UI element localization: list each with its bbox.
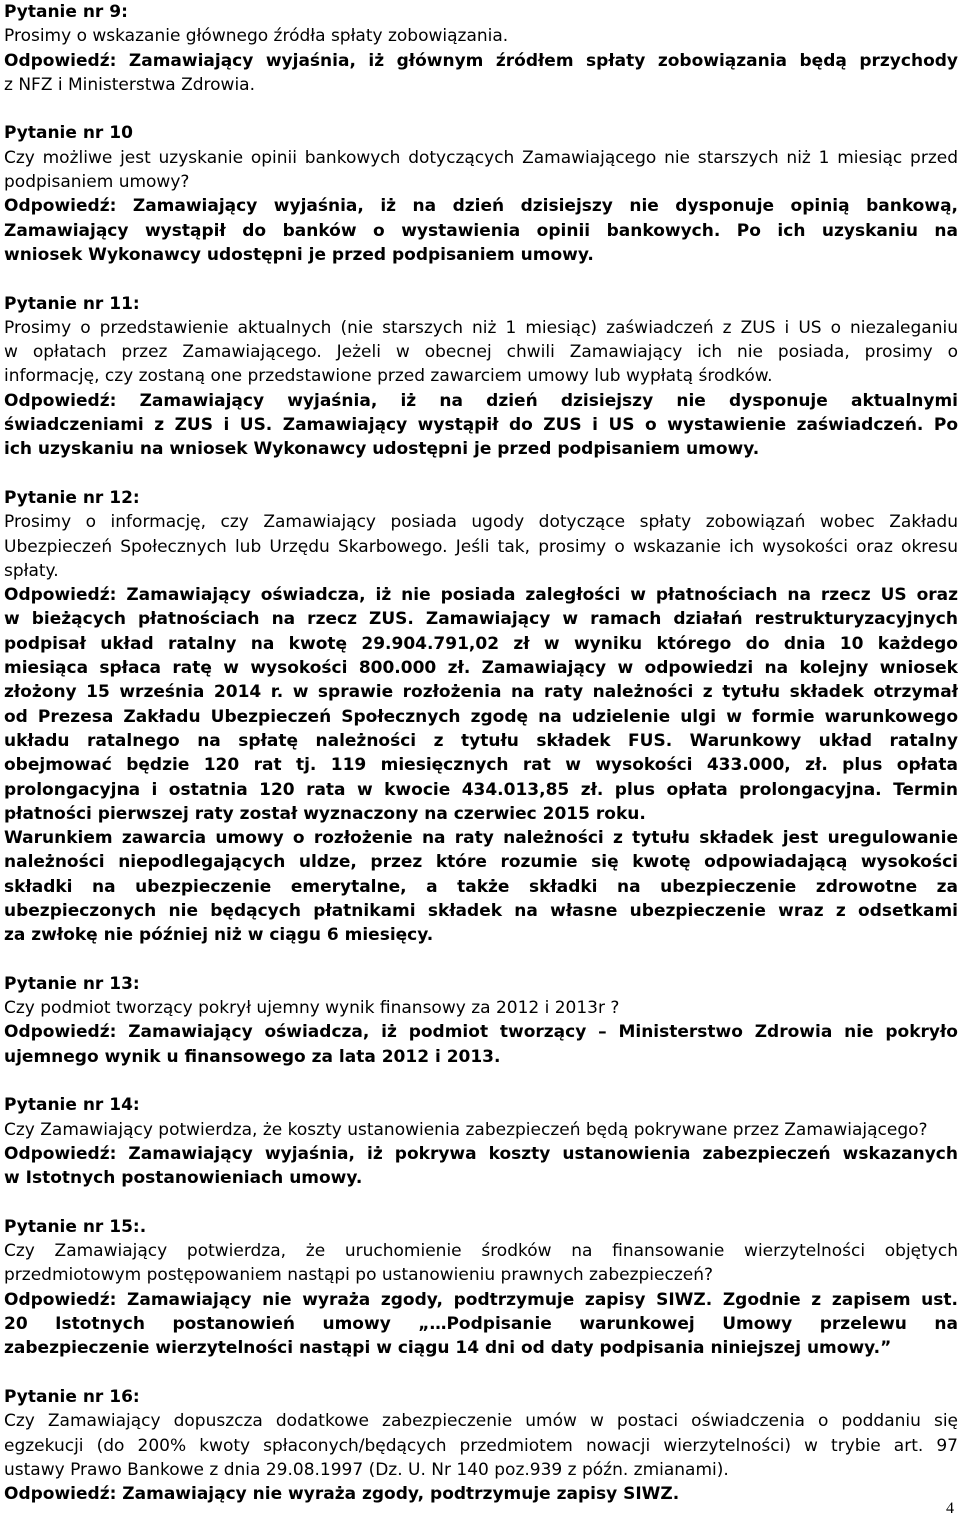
section-spacer <box>4 948 958 972</box>
question-line: Czy Zamawiający potwierdza, że koszty ustanowienia zabezpieczeń będą pokrywane przez Zamawiającego? <box>4 1119 928 1140</box>
answer-line: prolongacyjna i ostatnia 120 rata w kwocie 434.013,85 zł. plus opłata prolongacyjna. Termin <box>4 779 958 800</box>
question-section <box>4 972 958 1069</box>
answer-line: Zamawiający wystąpił do banków o wystawienia opinii bankowych. Po ich uzyskaniu na <box>4 220 958 241</box>
answer-line: Odpowiedź: Zamawiający oświadcza, iż nie posiada zaległości w płatnościach na rzecz US oraz <box>4 585 958 606</box>
question-line: Czy Zamawiający dopuszcza dodatkowe zabezpieczenie umów w postaci oświadczenia o poddaniu się <box>4 1411 958 1432</box>
question-section <box>4 1385 958 1506</box>
answer-line: Odpowiedź: Zamawiający wyjaśnia, iż na dzień dzisiejszy nie dysponuje opinią bankową, <box>4 196 958 217</box>
question-line: Czy Zamawiający potwierdza, że uruchomienie środków na finansowanie wierzytelności objętych <box>4 1241 958 1262</box>
document-page <box>4 0 958 1506</box>
section-spacer <box>4 97 958 121</box>
answer-line: świadczeniami z ZUS i US. Zamawiający wystąpił do ZUS i US o wystawienie zaświadczeń. Po <box>4 415 958 436</box>
answer-line: 20 Istotnych postanowień umowy „…Podpisanie warunkowej Umowy przelewu na <box>4 1314 958 1335</box>
answer-line: Odpowiedź: Zamawiający wyjaśnia, iż na dzień dzisiejszy nie dysponuje aktualnymi <box>4 390 958 411</box>
question-line: egzekucji (do 200% kwoty spłaconych/będących przedmiotem nowacji wierzytelności) w trybie art. 97 <box>4 1435 958 1456</box>
answer-line: Odpowiedź: Zamawiający nie wyraża zgody, podtrzymuje zapisy SIWZ. <box>4 1484 680 1505</box>
answer-line: wniosek Wykonawcy udostępni je przed podpisaniem umowy. <box>4 244 594 265</box>
answer-line: za zwłokę nie później niż w ciągu 6 miesięcy. <box>4 925 434 946</box>
question-title: Pytanie nr 13: <box>4 973 140 994</box>
answer-line: podpisał układ ratalny na kwotę 29.904.791,02 zł w wyniku którego do dnia 10 każdego <box>4 633 958 654</box>
question-line: w opłatach przez Zamawiającego. Jeżeli w obecnej chwili Zamawiający ich nie posiada, prosimy o <box>4 342 958 363</box>
question-title: Pytanie nr 14: <box>4 1095 140 1116</box>
answer-line: płatności pierwszej raty został wyznaczony na czerwiec 2015 roku. <box>4 803 646 824</box>
answer-line: należności niepodlegających uldze, przez które rozumie się kwotę odpowiadającą wysokości <box>4 852 958 873</box>
answer-line: w bieżących płatnościach na rzecz ZUS. Zamawiający w ramach działań restrukturyzacyjnych <box>4 609 958 630</box>
question-line: podpisaniem umowy? <box>4 172 190 193</box>
question-section <box>4 0 958 97</box>
page-number: 4 <box>946 1500 954 1517</box>
answer-line: zabezpieczenie wierzytelności nastąpi w ciągu 14 dni od daty podpisania niniejszej umowy.” <box>4 1338 892 1359</box>
question-title: Pytanie nr 15:. <box>4 1216 147 1237</box>
question-line: Czy podmiot tworzący pokrył ujemny wynik finansowy za 2012 i 2013r ? <box>4 998 620 1019</box>
answer-line: w Istotnych postanowieniach umowy. <box>4 1168 363 1189</box>
answer-line: Odpowiedź: Zamawiający nie wyraża zgody, podtrzymuje zapisy SIWZ. Zgodnie z zapisem ust. <box>4 1289 958 1310</box>
answer-line: układu ratalnego na spłatę należności z tytułu składek FUS. Warunkowy układ ratalny <box>4 730 958 751</box>
answer-line: od Prezesa Zakładu Ubezpieczeń Społecznych zgodę na udzielenie ulgi w formie warunkowego <box>4 706 958 727</box>
answer-line: ujemnego wynik u finansowego za lata 2012 i 2013. <box>4 1046 501 1067</box>
answer-line: Odpowiedź: Zamawiający wyjaśnia, iż głównym źródłem spłaty zobowiązania będą przychody <box>4 50 958 71</box>
answer-line: obejmować będzie 120 rat tj. 119 miesięcznych rat w wysokości 433.000, zł. plus opłata <box>4 755 958 776</box>
question-line: ustawy Prawo Bankowe z dnia 29.08.1997 (Dz. U. Nr 140 poz.939 z późn. zmianami). <box>4 1459 729 1480</box>
answer-line: złożony 15 września 2014 r. w sprawie rozłożenia na raty należności z tytułu składek otrzymał <box>4 682 958 703</box>
question-line: spłaty. <box>4 560 59 581</box>
question-title: Pytanie nr 16: <box>4 1386 140 1407</box>
answer-line: Warunkiem zawarcia umowy o rozłożenie na raty należności z tytułu składek jest uregulowanie <box>4 828 958 849</box>
answer-line: ich uzyskaniu na wniosek Wykonawcy udostępni je przed podpisaniem umowy. <box>4 439 760 460</box>
answer-line: ubezpieczonych nie będących płatnikami składek na własne ubezpieczenie wraz z odsetkami <box>4 900 958 921</box>
question-line: Prosimy o wskazanie głównego źródła spłaty zobowiązania. <box>4 26 509 47</box>
answer-line: składki na ubezpieczenie emerytalne, a także składki na ubezpieczenie zdrowotne za <box>4 876 958 897</box>
question-line: Czy możliwe jest uzyskanie opinii bankowych dotyczących Zamawiającego nie starszych niż 1 miesiąc przed <box>4 147 958 168</box>
question-title: Pytanie nr 9: <box>4 2 128 22</box>
question-section <box>4 1093 958 1190</box>
question-line: Prosimy o informację, czy Zamawiający posiada ugody dotyczące spłaty zobowiązań wobec Zakładu <box>4 512 958 533</box>
question-line: z NFZ i Ministerstwa Zdrowia. <box>4 74 256 95</box>
question-section <box>4 121 958 267</box>
section-spacer <box>4 1361 958 1385</box>
answer-line: Odpowiedź: Zamawiający wyjaśnia, iż pokrywa koszty ustanowienia zabezpieczeń wskazanych <box>4 1143 958 1164</box>
question-title: Pytanie nr 12: <box>4 487 140 508</box>
section-spacer <box>4 1191 958 1215</box>
question-section <box>4 486 958 948</box>
answer-line: miesiąca spłaca ratę w wysokości 800.000 zł. Zamawiający w odpowiedzi na kolejny wniosek <box>4 658 958 679</box>
answer-line: Odpowiedź: Zamawiający oświadcza, iż podmiot tworzący – Ministerstwo Zdrowia nie pokryło <box>4 1022 958 1043</box>
section-spacer <box>4 1069 958 1093</box>
section-spacer <box>4 462 958 486</box>
question-title: Pytanie nr 11: <box>4 293 140 314</box>
question-title: Pytanie nr 10 <box>4 123 133 144</box>
question-line: Ubezpieczeń Społecznych lub Urzędu Skarbowego. Jeśli tak, prosimy o wskazanie ich wysokości oraz okresu <box>4 536 958 557</box>
question-section <box>4 1215 958 1361</box>
question-line: Prosimy o przedstawienie aktualnych (nie starszych niż 1 miesiąc) zaświadczeń z ZUS i US o niezaleganiu <box>4 317 958 338</box>
question-line: informację, czy zostaną one przedstawione przed zawarciem umowy lub wypłatą środków. <box>4 366 773 387</box>
section-spacer <box>4 267 958 291</box>
question-section <box>4 292 958 462</box>
question-line: przedmiotowym postępowaniem nastąpi po ustanowieniu prawnych zabezpieczeń? <box>4 1265 714 1286</box>
